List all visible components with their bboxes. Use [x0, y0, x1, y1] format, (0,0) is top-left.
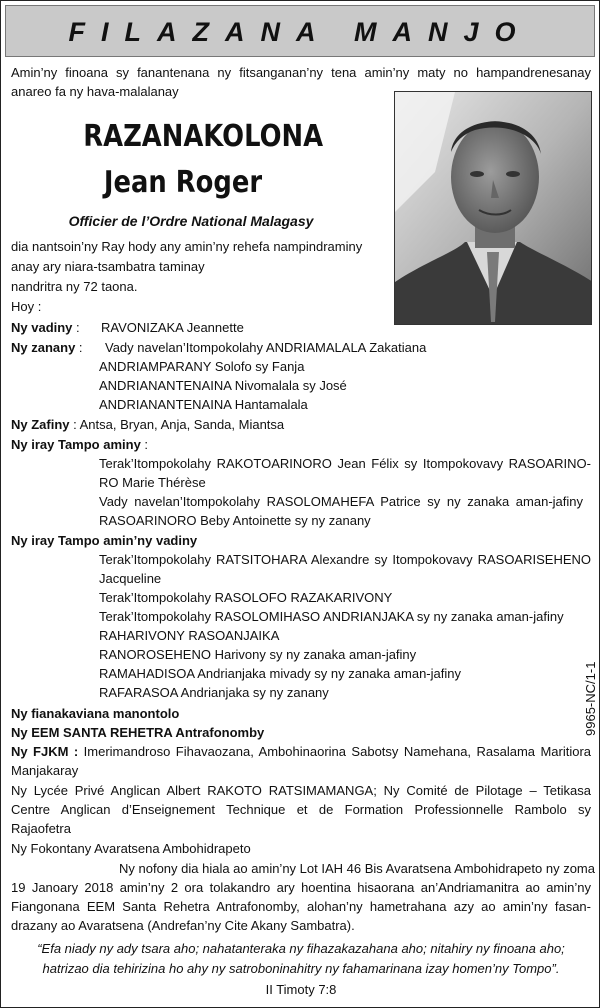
- vadiny-label: Ny vadiny: [11, 320, 73, 335]
- announcement-line-2: anay ary niara-tsambatra taminay: [11, 259, 205, 274]
- zanany-item: ANDRIANANTENAINA Nivomalala sy José: [99, 378, 347, 393]
- notice-header: [5, 5, 595, 57]
- verse-reference: II Timoty 7:8: [265, 982, 337, 997]
- zanany-item: ANDRIAMPARANY Solofo sy Fanja: [99, 359, 305, 374]
- tampo-aminy-label: Ny iray Tampo aminy: [11, 437, 141, 452]
- fjkm-row: [11, 742, 591, 761]
- tampo-vadiny-line: RAFARASOA Andrianjaka sy ny zanany: [99, 685, 329, 700]
- zanany-sep: :: [75, 340, 83, 355]
- verse-line-2: hatrizao dia tehirizina ho ahy ny satroboninahitry ny fahamarinana izay homen’ny Tompo”.: [42, 961, 560, 976]
- intro-line-1: Amin’ny finoana sy fanantenana ny fitsanganan’ny tena amin’ny maty no hampandrenesanay: [11, 65, 591, 80]
- fjkm-line-2: Manjakaray: [11, 763, 79, 778]
- funeral-line-2: 19 Janoary 2018 amin’ny 2 ora tolakandro ary hoentina hisaorana an’Andriamanitra ao amin’ny: [11, 880, 591, 895]
- zafiny-row: [11, 415, 284, 434]
- tampo-aminy-line: Vady navelan’Itompokolahy RASOLOMAHEFA Patrice sy ny zanaka aman-jafiny: [99, 494, 583, 509]
- fokontany-line: Ny Fokontany Avaratsena Ambohidrapeto: [11, 841, 251, 856]
- fianakaviana-label: Ny fianakaviana manontolo: [11, 706, 180, 721]
- tampo-aminy-sep: :: [140, 437, 149, 452]
- deceased-photo: [394, 91, 592, 325]
- lycee-line-1: Ny Lycée Privé Anglican Albert RAKOTO RATSIMAMANGA; Ny Comité de Pilotage – Tetikasa: [11, 783, 591, 798]
- fjkm-line-1: Imerimandroso Fihavaozana, Ambohinaorina Sabotsy Namehana, Rasalama Maritiora: [78, 744, 592, 759]
- zanany-row: [11, 338, 83, 357]
- vadiny-value: RAVONIZAKA Jeannette: [101, 320, 244, 335]
- fjkm-label: Ny FJKM :: [11, 744, 79, 759]
- announcement-line-4: Hoy :: [11, 299, 42, 314]
- tampo-aminy-line: RASOARINORO Beby Antoinette sy ny zanany: [99, 513, 371, 528]
- verse-line-1: “Efa niady ny ady tsara aho; nahatanteraka ny fihazakazahana aho; nitahiry ny finoana aho;: [37, 941, 565, 956]
- funeral-line-3: Fiangonana EEM Santa Rehetra Antrafonomby, alohan’ny hametrahana azy ao amin’ny fasan-: [11, 899, 591, 914]
- tampo-vadiny-line: RANOROSEHENO Harivony sy ny zanaka aman-jafiny: [99, 647, 417, 662]
- zanany-item: Vady navelan’Itompokolahy ANDRIAMALALA Zakatiana: [105, 340, 427, 355]
- vadiny-sep: :: [72, 320, 80, 335]
- tampo-vadiny-line: Terak’Itompokolahy RASOLOMIHASO ANDRIANJAKA sy ny zanaka aman-jafiny: [99, 609, 564, 624]
- tampo-aminy-line: Terak’Itompokolahy RAKOTOARINORO Jean Félix sy Itompokovavy RASOARINO-: [99, 456, 591, 471]
- deceased-surname: RAZANAKOLONA: [83, 119, 324, 154]
- announcement-line-1: dia nantsoin’ny Ray hody any amin’ny rehefa nampindraminy: [11, 239, 363, 254]
- tampo-vadiny-line: Terak’Itompokolahy RATSITOHARA Alexandre sy Itompokovavy RASOARISEHENO: [99, 552, 591, 567]
- tampo-vadiny-line: RAMAHADISOA Andrianjaka mivady sy ny zanaka aman-jafiny: [99, 666, 461, 681]
- vadiny-row: [11, 318, 80, 337]
- announcement-line-3: nandritra ny 72 taona.: [11, 279, 138, 294]
- zanany-item: ANDRIANANTENAINA Hantamalala: [99, 397, 308, 412]
- intro-line-2: anareo fa ny hava-malalanay: [11, 84, 179, 99]
- tampo-vadiny-line: Jacqueline: [99, 571, 162, 586]
- tampo-vadiny-label: Ny iray Tampo amin’ny vadiny: [11, 533, 198, 548]
- deceased-distinction: Officier de l’Ordre National Malagasy: [68, 213, 314, 229]
- ad-reference-code: 9965-NC/1-1: [583, 661, 598, 736]
- eem-label: Ny EEM SANTA REHETRA Antrafonomby: [11, 725, 265, 740]
- funeral-line-1: Ny nofony dia hiala ao amin’ny Lot IAH 46 Bis Avaratsena Ambohidrapeto ny zoma: [119, 861, 595, 876]
- zafiny-value: : Antsa, Bryan, Anja, Sanda, Miantsa: [69, 417, 285, 432]
- tampo-aminy-row: [11, 435, 148, 454]
- notice-title: FILAZANA MANJO: [68, 17, 532, 47]
- deceased-given-names: Jean Roger: [103, 165, 263, 200]
- lycee-line-2: Centre Anglican d’Enseignement Technique et de Formation Professionnelle Rambolo sy: [11, 802, 591, 817]
- tampo-vadiny-line: RAHARIVONY RASOANJAIKA: [99, 628, 280, 643]
- tampo-vadiny-line: Terak’Itompokolahy RASOLOFO RAZAKARIVONY: [99, 590, 393, 605]
- zafiny-label: Ny Zafiny: [11, 417, 70, 432]
- tampo-aminy-line: RO Marie Thérèse: [99, 475, 206, 490]
- zanany-label: Ny zanany: [11, 340, 76, 355]
- funeral-line-4: drazany ao Avaratsena (Andrefan’ny Cite Akany Sambatra).: [11, 918, 355, 933]
- lycee-line-3: Rajaofetra: [11, 821, 71, 836]
